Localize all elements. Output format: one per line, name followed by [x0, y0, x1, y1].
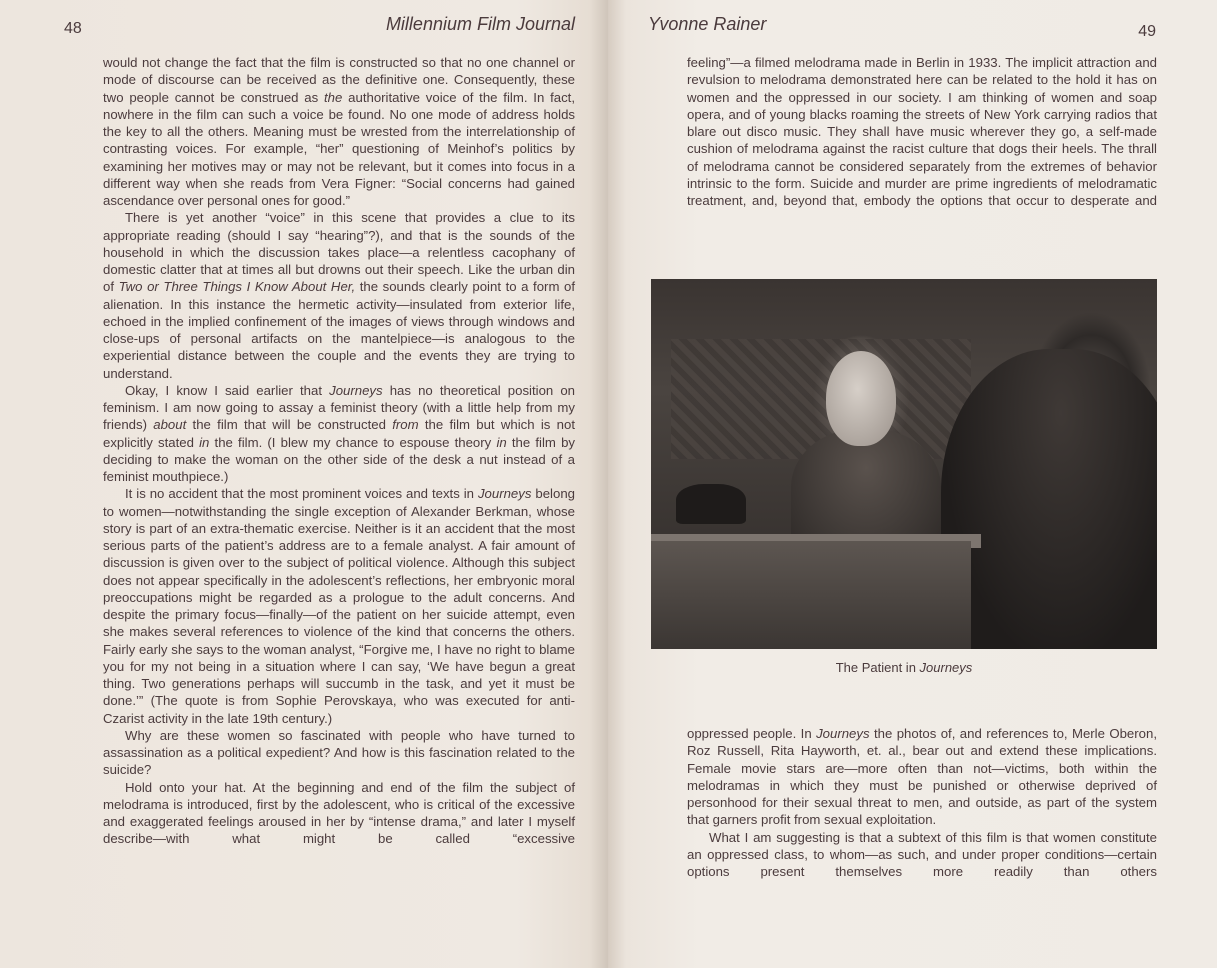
text-run: Why are these women so fascinated with people who have turned to assassination as a political expedient? And how is this fascination related to the suicide? — [103, 727, 575, 778]
page-number: 49 — [1138, 23, 1156, 40]
italic-text: from — [392, 417, 419, 433]
paragraph — [103, 727, 575, 779]
paragraph — [687, 829, 1157, 881]
italic-text: Journeys — [477, 486, 532, 502]
text-run: the photos of, and references to, Merle Oberon, Roz Russell, Rita Hayworth, et. al., bear out and extend these implications. Female movie stars are—more often than not—victims, both within the melodramas in which they must be punished or otherwise deprived of personhood for their sexual threat to men, and outside, as part of the system that garners profit from sexual exploitation. — [687, 726, 1157, 828]
text-run: the film by deciding to make the woman on the other side of the desk a nut instead of a feminist mouthpiece.) — [103, 434, 575, 484]
text-run: What I am suggesting is that a subtext of this film is that women constitute an oppressed class, to whom—as such, and under proper conditions—certain options present themselves more readily than others — [687, 829, 1157, 879]
text-run: the sounds clearly point to a form of alienation. In this instance the hermetic activity—insulated from exterior life, echoed in the implied confinement of the images of views through windows and close-ups of personal artifacts on the mantelpiece—is analogous to the experiential distance between the couple and the events they are trying to understand. — [103, 279, 575, 381]
italic-text: in — [496, 434, 507, 450]
paragraph — [103, 209, 575, 382]
caption-text: The Patient in — [835, 660, 920, 675]
page-number: 48 — [64, 20, 82, 37]
text-run: the film but which is not explicitly stated — [103, 417, 576, 450]
text-run: the film that will be constructed — [186, 417, 393, 433]
text-run: the film. (I blew my chance to espouse theory — [209, 434, 497, 450]
paragraph — [103, 485, 575, 727]
woman-face — [826, 351, 896, 446]
telephone — [676, 484, 746, 524]
left-page — [0, 0, 608, 968]
desk — [651, 541, 971, 649]
text-run: would not change the fact that the film is constructed so that no one channel or mode of discourse can be received as the definitive one. Consequently, these two people cannot be construed as — [103, 55, 575, 105]
paragraph — [687, 725, 1157, 829]
text-run: oppressed people. In — [687, 726, 817, 741]
paragraph — [103, 54, 575, 209]
italic-text: Journeys — [816, 726, 870, 741]
text-run: Okay, I know I said earlier that — [125, 382, 330, 398]
film-still-photo — [651, 279, 1157, 649]
body-text-column-bottom — [687, 725, 1157, 880]
text-run: There is yet another “voice” in this scene that provides a clue to its appropriate reading (should I say “hearing”?), and that is the sounds of the household in which the discussion takes place—a relentless cacophany of domestic clatter that at times all but drowns out their speech. Like the urban din of — [103, 210, 575, 295]
body-text-column — [103, 54, 575, 848]
italic-text: in — [199, 434, 210, 450]
paragraph — [103, 779, 575, 848]
text-run: authoritative voice of the film. In fact, nowhere in the film can such a voice be found. No one mode of address holds the key to all the others. Meaning must be wrested from the interrelationship of contrasting voices. For example, “her” questioning of Meinhof’s politics by examining her motives may or may not be relevant, but it comes into focus in a different way when she reads from Vera Figner: “Social concerns had gained ascendance over personal ones for good.” — [103, 89, 575, 208]
italic-text: Journeys — [329, 382, 383, 398]
text-run: belong to women—notwithstanding the single exception of Alexander Berkman, whose story is part of an extra-thematic exercise. Neither is it an accident that the most serious parts of the patient’s address are to a female analyst. A fair amount of discussion is given over to the subject of political violence. Although this subject does not appear specifically in the adolescent’s reflections, her embryonic moral preoccupations might be regarded as a prologue to the adult concerns. And despite the primary focus—finally—of the patient on her suicide attempt, even she makes several references to violence of the kind that concerns the others. Fairly early she says to the woman analyst, “Forgive me, I have no right to blame you for my not being in a situation where I can say, ‘We have begun a great thing. Two generations perhaps will succumb in the task, and yet it must be done.’” (The quote is from Sophie Perovskaya, who was executed for anti-Czarist activity in the late 19th century.) — [103, 486, 575, 726]
running-head: Yvonne Rainer — [648, 14, 767, 34]
body-text-column-top — [687, 54, 1157, 209]
paragraph — [103, 382, 575, 486]
man-figure — [941, 349, 1157, 649]
text-run: It is no accident that the most prominent voices and texts in — [125, 486, 478, 502]
text-run: has no theoretical position on feminism. I am now going to assay a feminist theory (with a little help from my friends) — [103, 382, 576, 433]
italic-text: the — [324, 89, 343, 105]
caption-title: Journeys — [919, 660, 973, 675]
figure-caption — [651, 660, 1157, 675]
paragraph — [687, 54, 1157, 209]
running-head: Millennium Film Journal — [385, 14, 575, 34]
text-run: Hold onto your hat. At the beginning and end of the film the subject of melodrama is introduced, first by the adolescent, who is critical of the excessive and exaggerated feelings aroused in her by “intense drama,” and later I myself describe—with what might be called “excessive — [103, 779, 575, 847]
italic-text: about — [153, 417, 187, 433]
text-run: feeling”—a filmed melodrama made in Berlin in 1933. The implicit attraction and revulsion to melodrama demonstrated here can be related to the hold it has on women and the oppressed in our society. I am thinking of women and soap opera, and of young blacks roaming the streets of New York carrying radios that blare out disco music. They shall have music wherever they go, a self-made cushion of melodrama against the racist culture that dogs their heels. The thrall of melodrama cannot be considered separately from the extremes of behavior intrinsic to the form. Suicide and murder are prime ingredients of melodramatic treatment, and, beyond that, embody the options that occur to desperate and — [687, 55, 1157, 208]
italic-text: Two or Three Things I Know About Her, — [118, 279, 356, 295]
